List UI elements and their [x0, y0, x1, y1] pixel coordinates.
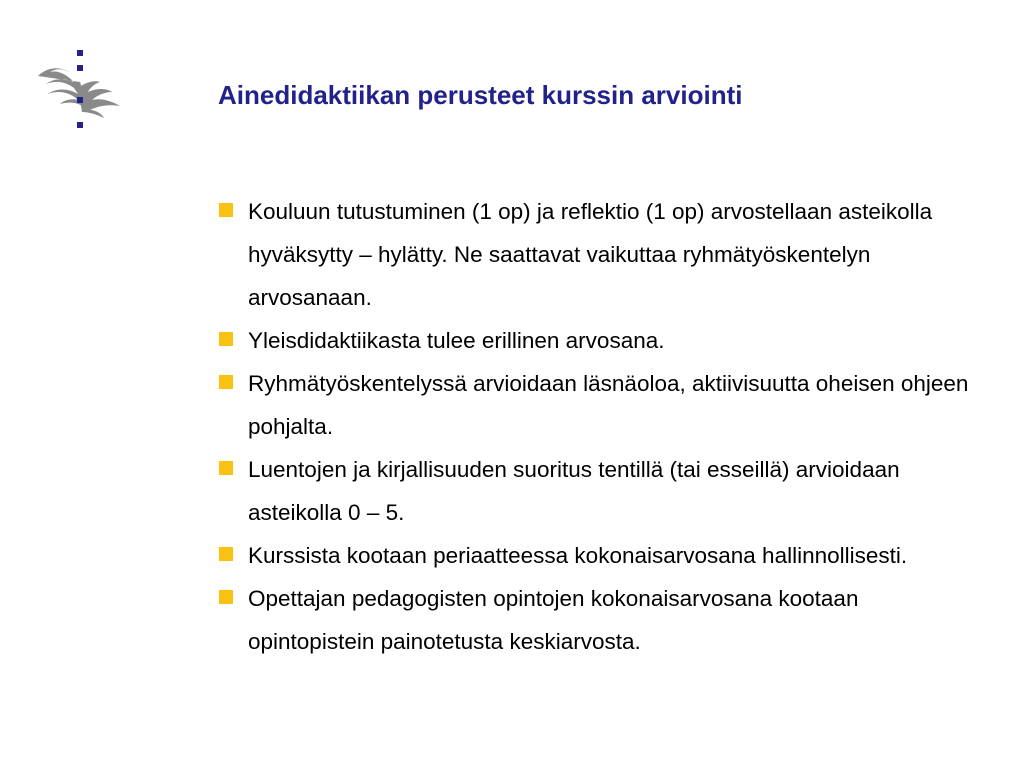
- bullet-text: Luentojen ja kirjallisuuden suoritus tentillä (tai esseillä) arvioidaan asteikolla 0 – 5.: [248, 457, 900, 525]
- bullet-square-icon: [219, 203, 233, 217]
- bullet-item-5: [218, 534, 978, 577]
- slide-title: Ainedidaktiikan perusteet kurssin arviointi: [218, 80, 743, 110]
- bullet-text: Kurssista kootaan periaatteessa kokonaisarvosana hallinnollisesti.: [248, 543, 908, 568]
- bullet-item-2: [218, 319, 978, 362]
- helsinki-university-flame-icon: [34, 44, 126, 136]
- bullet-square-icon: [219, 332, 233, 346]
- bullet-text: Kouluun tutustuminen (1 op) ja reflektio (1 op) arvostellaan asteikolla hyväksytty – hylätty. Ne saattavat vaikuttaa ryhmätyöskentelyn arvosanaan.: [248, 199, 933, 310]
- bullet-item-1: [218, 190, 978, 319]
- bullet-text: Ryhmätyöskentelyssä arvioidaan läsnäoloa, aktiivisuutta oheisen ohjeen pohjalta.: [248, 371, 969, 439]
- bullet-text: Opettajan pedagogisten opintojen kokonaisarvosana kootaan opintopistein painotetusta keskiarvosta.: [248, 586, 859, 654]
- bullet-item-6: [218, 577, 978, 663]
- bullet-square-icon: [219, 461, 233, 475]
- bullet-text: Yleisdidaktiikasta tulee erillinen arvosana.: [248, 328, 665, 353]
- bullet-item-4: [218, 448, 978, 534]
- bullet-list: [218, 190, 978, 663]
- bullet-item-3: [218, 362, 978, 448]
- bullet-square-icon: [219, 590, 233, 604]
- bullet-square-icon: [219, 375, 233, 389]
- bullet-square-icon: [219, 547, 233, 561]
